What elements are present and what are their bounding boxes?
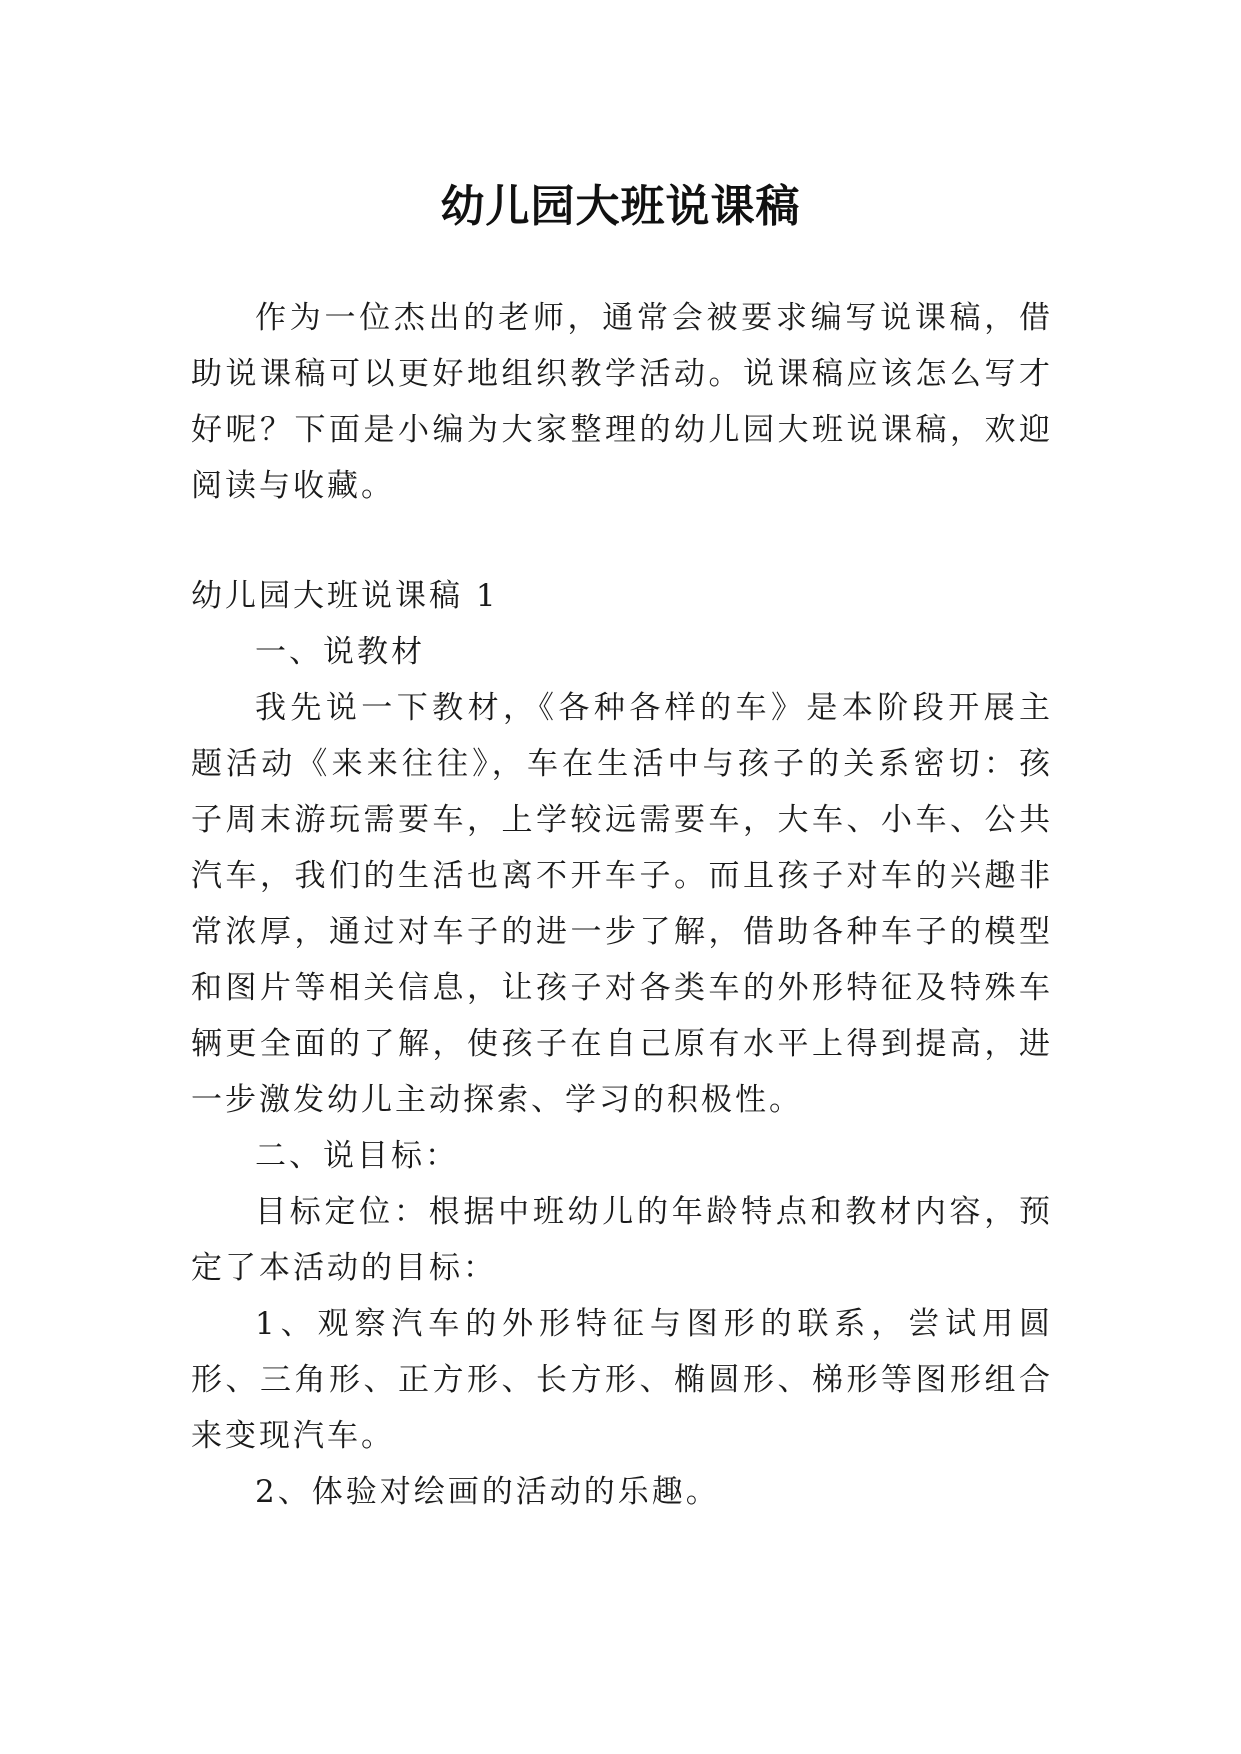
paragraph-objective-positioning: 目标定位：根据中班幼儿的年龄特点和教材内容，预定了本活动的目标：	[191, 1194, 1053, 1286]
document-body	[191, 290, 1053, 1520]
heading-objectives: 二、说目标：	[255, 1138, 459, 1174]
paragraph-objective-2: 2、体验对绘画的活动的乐趣。	[255, 1474, 720, 1510]
paragraph-teaching-material: 我先说一下教材，《各种各样的车》是本阶段开展主题活动《来来往往》，车在生活中与孩子的关系密切：孩子周末游玩需要车，上学较远需要车，大车、小车、公共汽车，我们的生活也离不开车子。而且孩子对车的兴趣非常浓厚，通过对车子的进一步了解，借助各种车子的模型和图片等相关信息，让孩子对各类车的外形特征及特殊车辆更全面的了解，使孩子在自己原有水平上得到提高，进一步激发幼儿主动探索、学习的积极性。	[191, 690, 1053, 1118]
section-title: 幼儿园大班说课稿 1	[191, 578, 499, 614]
heading-teaching-material: 一、说教材	[255, 634, 425, 670]
paragraph-objective-1: 1、观察汽车的外形特征与图形的联系，尝试用圆形、三角形、正方形、长方形、椭圆形、梯形等图形组合来变现汽车。	[191, 1306, 1053, 1454]
document-title: 幼儿园大班说课稿	[440, 181, 801, 233]
intro-paragraph: 作为一位杰出的老师，通常会被要求编写说课稿，借助说课稿可以更好地组织教学活动。说课稿应该怎么写才好呢？下面是小编为大家整理的幼儿园大班说课稿，欢迎阅读与收藏。	[191, 300, 1053, 504]
